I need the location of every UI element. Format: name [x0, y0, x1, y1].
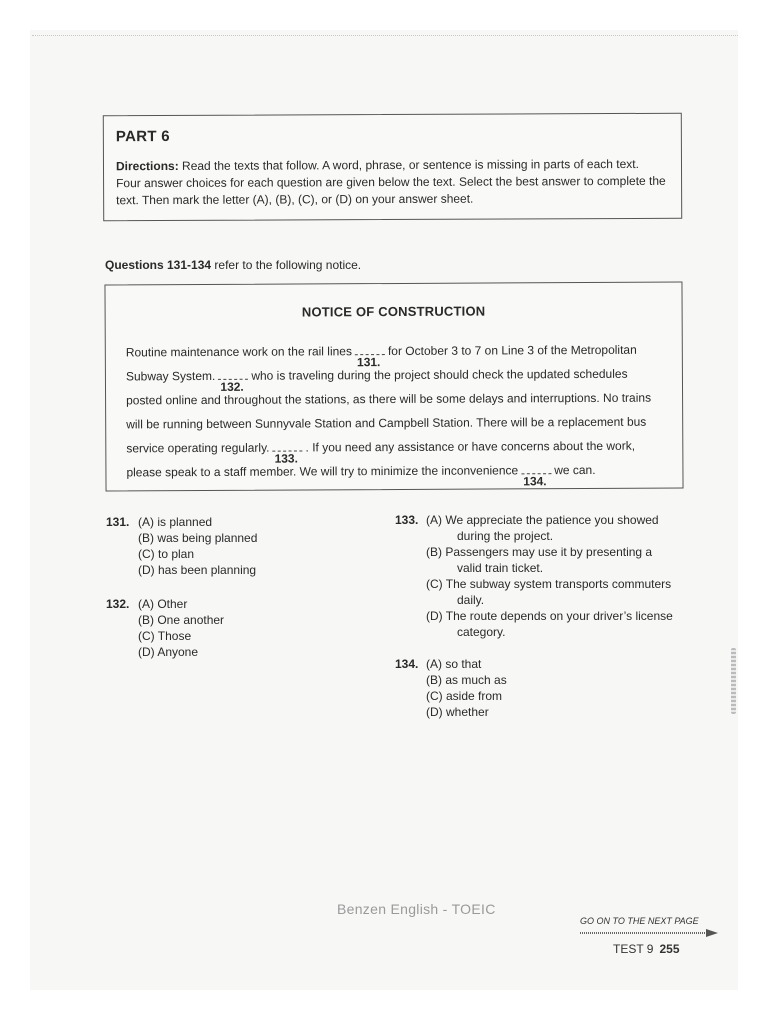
question-number: 134. [395, 657, 419, 671]
option-d[interactable]: (D) has been planning [138, 563, 257, 577]
notice-line-2 [125, 366, 628, 394]
option-b[interactable]: (B) Passengers may use it by presenting a [426, 545, 653, 559]
notice-text: please speak to a staff member. We will try to minimize the inconvenience [126, 463, 519, 480]
option-c[interactable]: (C) Those [138, 629, 192, 643]
directions-line-2: Four answer choices for each question are given below the text. Select the best answer to complete the [116, 173, 666, 191]
part-directions-box [103, 113, 682, 222]
page-footer-number [613, 942, 680, 956]
notice-line-3: posted online and throughout the stations, as there will be some delays and interruptions. No trains [126, 390, 652, 408]
notice-title: NOTICE OF CONSTRUCTION [301, 303, 486, 320]
option-c[interactable]: (C) The subway system transports commuters [426, 577, 672, 591]
question-131 [106, 514, 366, 580]
directions-text [116, 156, 672, 209]
option-b-cont: valid train ticket. [457, 561, 544, 575]
option-b[interactable]: (B) One another [138, 613, 225, 627]
questions-intro-text: refer to the following notice. [211, 258, 362, 272]
questions-range: Questions 131-134 [105, 258, 212, 272]
arrow-right-icon [580, 929, 718, 937]
option-c[interactable]: (C) aside from [426, 689, 503, 703]
option-a[interactable]: (A) so that [426, 657, 482, 671]
option-a[interactable]: (A) Other [138, 597, 188, 611]
top-dotted-rule [32, 35, 738, 36]
option-a[interactable]: (A) We appreciate the patience you showed [426, 513, 659, 527]
question-133 [395, 512, 695, 642]
blank-132-label: 132. [220, 379, 244, 394]
notice-line-1 [125, 342, 637, 370]
option-c[interactable]: (C) to plan [138, 547, 195, 561]
test-label: TEST 9 [613, 942, 654, 956]
part-title: PART 6 [115, 127, 170, 146]
option-d[interactable]: (D) The route depends on your driver’s license [426, 609, 673, 623]
notice-line-6 [126, 462, 596, 489]
question-number: 133. [395, 513, 419, 527]
notice-text: for October 3 to 7 on Line 3 of the Metropolitan [387, 342, 637, 359]
questions-intro [105, 258, 361, 272]
option-c-cont: daily. [457, 593, 485, 607]
option-b[interactable]: (B) was being planned [138, 531, 258, 545]
blank-134 [521, 464, 551, 489]
blank-131-label: 131. [356, 355, 381, 370]
go-on-label[interactable]: GO ON TO THE NEXT PAGE [580, 916, 699, 926]
question-number: 131. [106, 515, 130, 529]
question-134 [395, 656, 655, 722]
blank-131 [355, 345, 385, 370]
notice-text: Subway System. [125, 368, 216, 384]
option-d-cont: category. [457, 625, 506, 639]
notice-text: who is traveling during the project should check the updated schedules [251, 366, 628, 383]
page-edge-tab [731, 648, 736, 714]
blank-133-label: 133. [274, 451, 298, 466]
notice-line-5 [126, 438, 636, 466]
directions-line-3: text. Then mark the letter (A), (B), (C), or (D) on your answer sheet. [116, 191, 474, 208]
page-number: 255 [659, 942, 680, 956]
question-number: 132. [106, 597, 130, 611]
notice-text: . If you need any assistance or have concerns about the work, [305, 438, 636, 455]
notice-line-4: will be running between Sunnyvale Station and Campbell Station. There will be a replacement bus [126, 414, 647, 432]
option-d[interactable]: (D) Anyone [138, 645, 199, 659]
blank-133 [272, 441, 302, 466]
blank-134-label: 134. [523, 474, 547, 489]
option-d[interactable]: (D) whether [426, 705, 489, 719]
option-a-cont: during the project. [457, 529, 554, 543]
notice-text: we can. [554, 462, 596, 478]
directions-line-1-text: Read the texts that follow. A word, phrase, or sentence is missing in parts of each text. [178, 156, 639, 173]
option-a[interactable]: (A) is planned [138, 515, 213, 529]
notice-text: service operating regularly. [126, 440, 270, 456]
option-b[interactable]: (B) as much as [426, 673, 507, 687]
blank-132 [218, 370, 248, 394]
notice-box [104, 281, 683, 491]
notice-text: Routine maintenance work on the rail lines [125, 344, 352, 360]
directions-label: Directions: [115, 158, 179, 174]
question-132 [106, 596, 366, 662]
brand-watermark: Benzen English - TOEIC [337, 901, 496, 917]
